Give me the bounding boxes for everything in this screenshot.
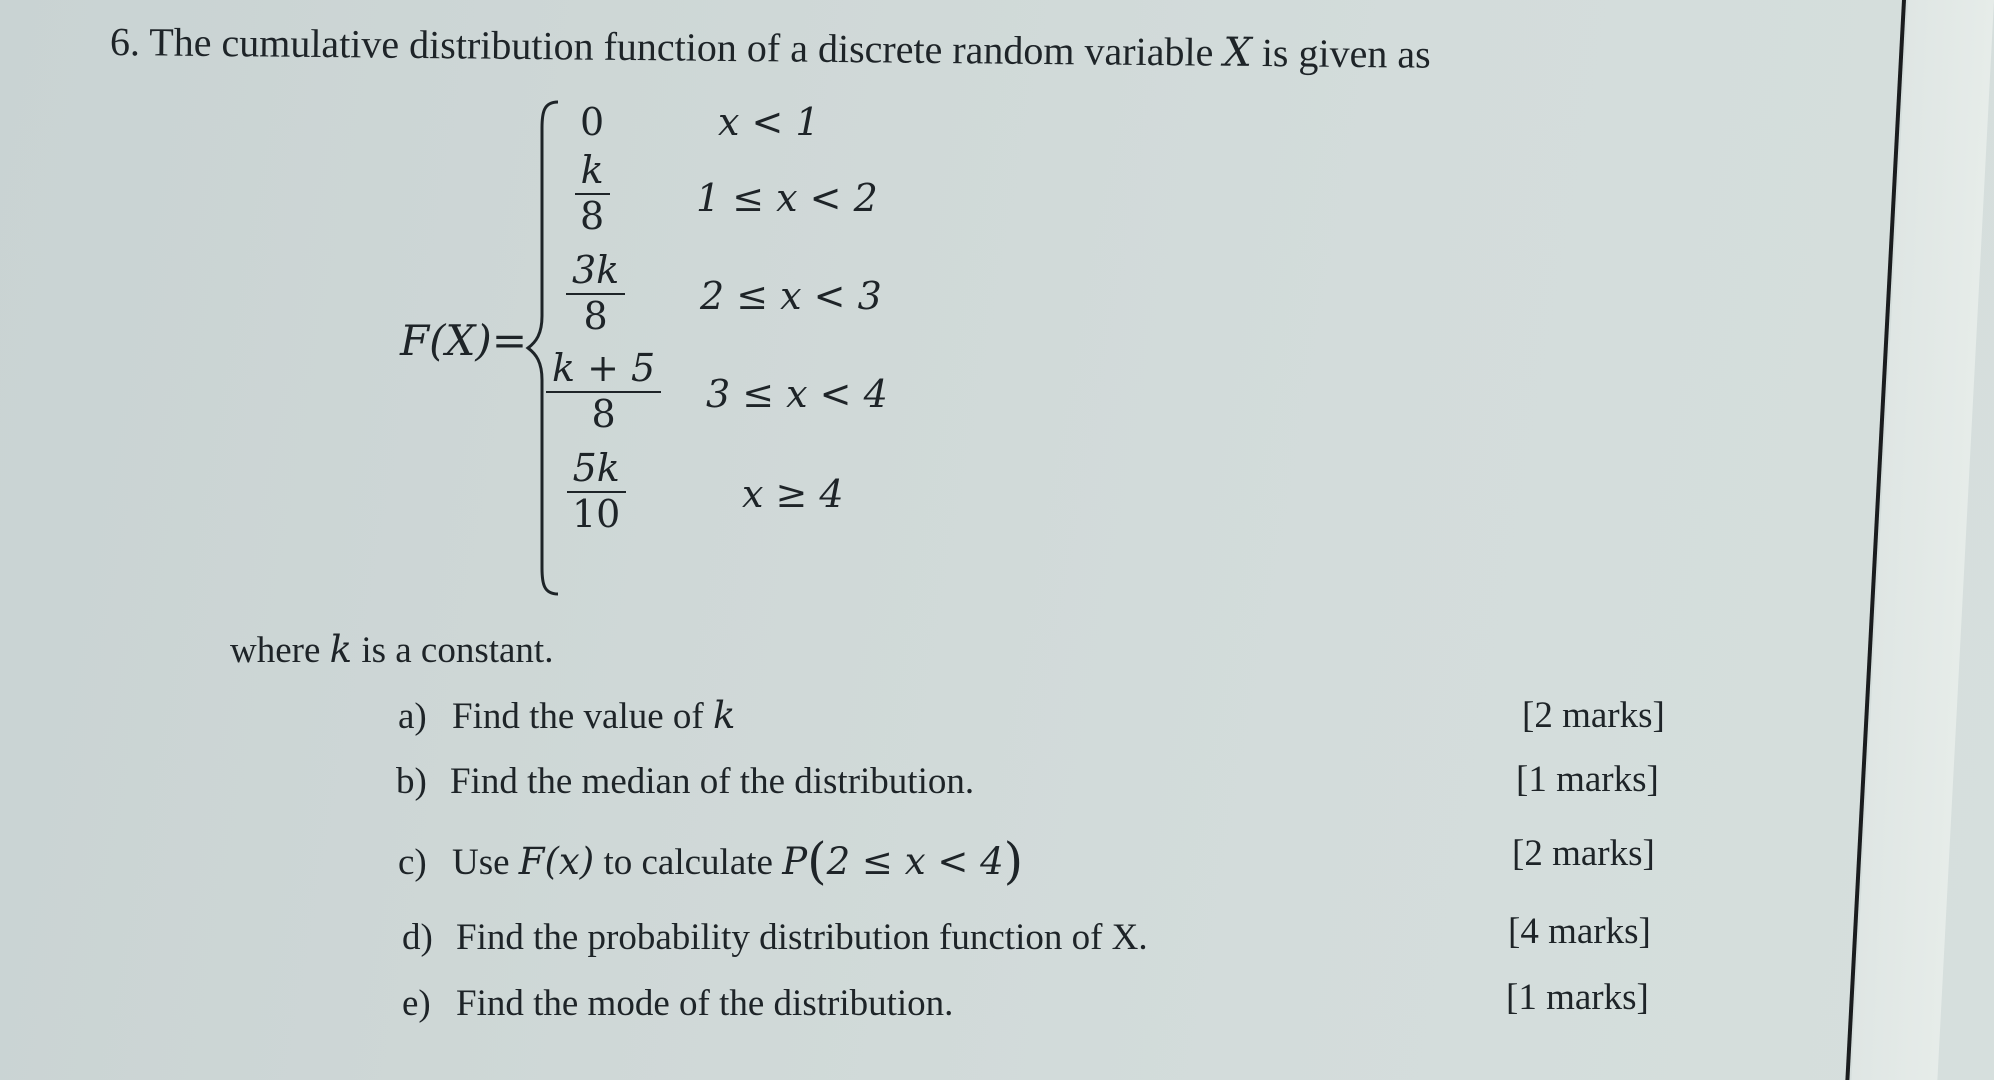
- case-value-1: 0: [580, 100, 605, 144]
- constant-note: where k is a constant.: [230, 628, 554, 671]
- part-b-letter: b): [396, 761, 427, 802]
- part-b-marks: [1 marks]: [1516, 759, 1659, 800]
- case-condition-5: x ≥ 4: [742, 472, 844, 516]
- case-3-numerator: 3k: [566, 251, 625, 295]
- case-value-3: [566, 248, 625, 337]
- random-variable: X: [1223, 29, 1253, 76]
- case-condition-2: 1 ≤ x < 2: [696, 176, 878, 220]
- case-value-5: [566, 446, 626, 535]
- part-d: [402, 916, 1148, 959]
- part-c-text-mid: to calculate: [603, 842, 773, 883]
- case-4-denominator: 8: [591, 391, 616, 436]
- part-c: [398, 832, 1023, 890]
- question-number: 6.: [109, 19, 141, 65]
- question-text-after: is given as: [1261, 30, 1431, 77]
- part-c-probability: P(2 ≤ x < 4): [782, 832, 1024, 890]
- part-c-marks: [2 marks]: [1512, 833, 1655, 874]
- case-2-denominator: 8: [580, 193, 605, 238]
- case-5-numerator: 5k: [567, 449, 626, 493]
- part-d-letter: d): [402, 917, 433, 958]
- part-e-marks: [1 marks]: [1506, 977, 1649, 1018]
- part-d-marks: [4 marks]: [1508, 911, 1651, 952]
- part-e: [402, 982, 953, 1025]
- case-5-denominator: 10: [572, 491, 621, 536]
- part-a-letter: a): [398, 696, 427, 737]
- part-a-marks: [2 marks]: [1522, 695, 1665, 736]
- cdf-label: F(X)=: [400, 316, 528, 365]
- part-e-letter: e): [402, 983, 431, 1024]
- case-value-2: [574, 148, 610, 237]
- part-a: [398, 694, 735, 738]
- cdf-definition: [400, 98, 920, 598]
- part-c-text-before: Use: [452, 842, 510, 883]
- case-4-numerator: k + 5: [546, 349, 661, 393]
- case-condition-4: 3 ≤ x < 4: [706, 372, 888, 416]
- question-text-before: The cumulative distribution function of a discrete random variable: [149, 19, 1214, 75]
- case-condition-1: x < 1: [718, 100, 820, 144]
- case-3-denominator: 8: [583, 293, 608, 338]
- part-c-function: F(x): [518, 840, 595, 883]
- case-2-numerator: k: [575, 151, 610, 195]
- part-d-text: Find the probability distribution function of X.: [456, 917, 1148, 958]
- part-e-text: Find the mode of the distribution.: [456, 983, 954, 1024]
- case-value-4: [546, 346, 661, 435]
- part-b-text: Find the median of the distribution.: [450, 761, 975, 802]
- part-b: [396, 760, 974, 803]
- question-heading: [110, 18, 1431, 78]
- part-a-text: Find the value of: [452, 696, 704, 737]
- part-a-math: k: [713, 694, 736, 737]
- case-condition-3: 2 ≤ x < 3: [700, 274, 882, 318]
- part-c-letter: c): [398, 842, 427, 883]
